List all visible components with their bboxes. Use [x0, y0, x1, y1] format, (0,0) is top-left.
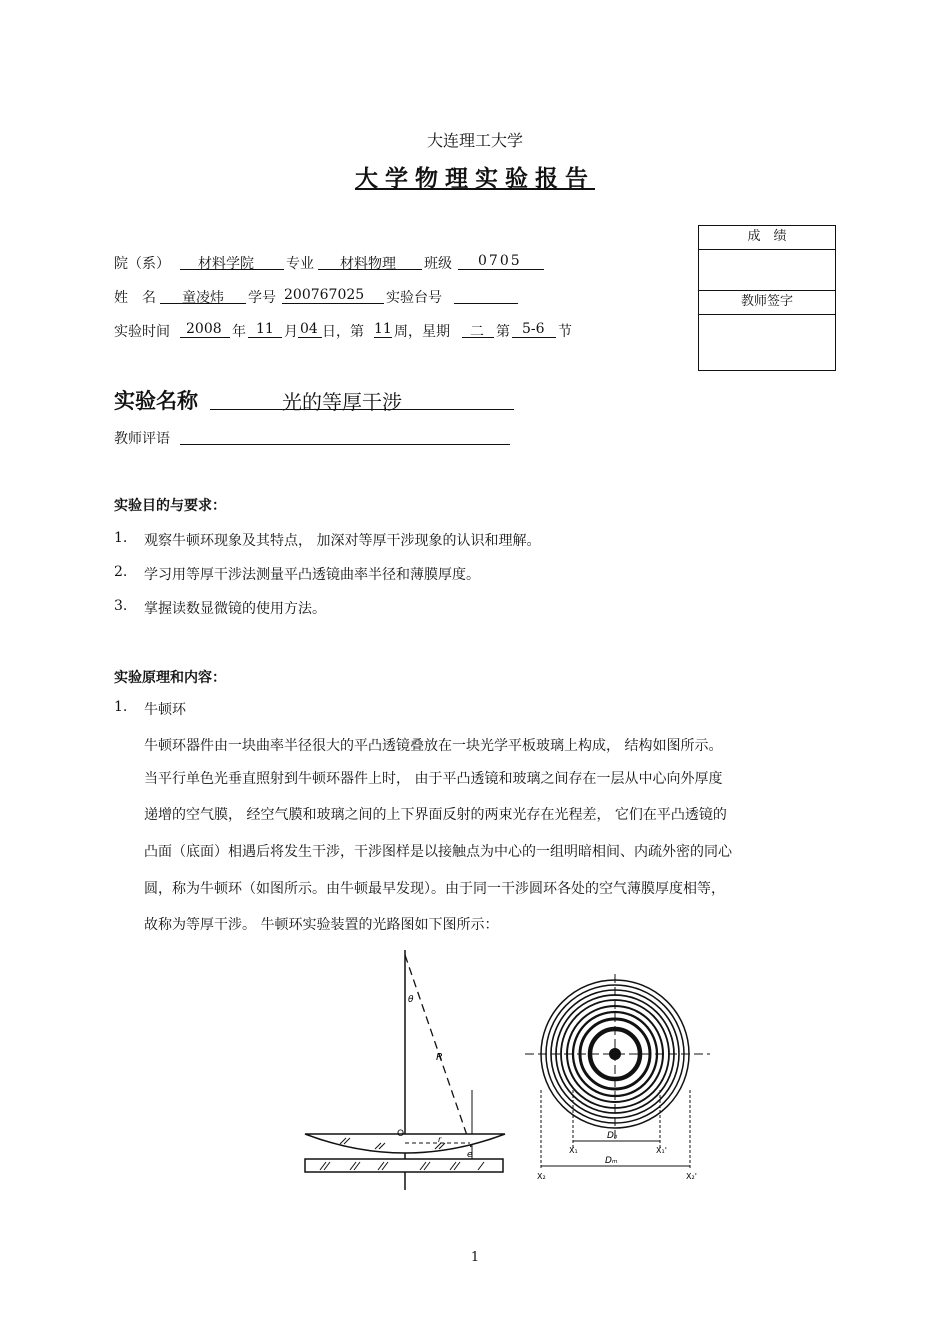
purpose-item-text: 掌握读数显微镜的使用方法。 — [144, 601, 326, 617]
purpose-item-text: 学习用等厚干涉法测量平凸透镜曲率半径和薄膜厚度。 — [144, 567, 480, 583]
grade-box — [698, 225, 836, 371]
X1p-label: X₁' — [656, 1146, 667, 1155]
purpose-item-num: 2. — [114, 564, 128, 580]
dept-value: 材料学院 — [198, 256, 254, 272]
week-value: 11 — [374, 321, 392, 337]
university-name: 大连理工大学 — [426, 131, 523, 150]
bench-label: 实验台号 — [386, 290, 442, 306]
year-value: 2008 — [186, 321, 222, 337]
paragraph-line: 当平行单色光垂直照射到牛顿环器件上时， 由于平凸透镜和玻璃之间存在一层从中心向外厚度 — [144, 771, 723, 787]
purpose-item-text: 观察牛顿环现象及其特点， 加深对等厚干涉现象的认识和理解。 — [144, 533, 541, 549]
day-value: 04 — [300, 321, 318, 337]
dept-label: 院（系） — [114, 256, 170, 272]
period-unit: 节 — [558, 324, 572, 340]
purpose-item-num: 1. — [114, 530, 128, 546]
experiment-name-label: 实验名称 — [114, 389, 198, 413]
newton-ring-apparatus-figure — [300, 950, 510, 1195]
purpose-heading: 实验目的与要求： — [114, 498, 226, 514]
theta-label: θ — [408, 995, 414, 1005]
year-unit: 年 — [232, 324, 246, 340]
principle-heading: 实验原理和内容： — [114, 670, 226, 686]
major-value: 材料物理 — [340, 256, 396, 272]
paragraph-line: 圆，称为牛顿环（如图所示。由牛顿最早发现）。由于同一干涉圆环各处的空气薄膜厚度相等， — [144, 881, 725, 897]
month-value: 11 — [256, 321, 274, 337]
score-field — [699, 250, 835, 291]
teacher-comment-label: 教师评语 — [114, 431, 170, 447]
Dm-label: Dₘ — [605, 1156, 618, 1166]
class-label: 班级 — [424, 256, 452, 272]
X1-label: X₁ — [569, 1146, 578, 1155]
report-title: 大学物理实验报告 — [355, 166, 595, 192]
paragraph-line: 递增的空气膜， 经空气膜和玻璃之间的上下界面反射的两束光存在光程差， 它们在平凸透镜的 — [144, 807, 727, 823]
paragraph-line: 凸面（底面）相遇后将发生干涉，干涉图样是以接触点为中心的一组明暗相间、内疏外密的同心 — [144, 844, 732, 860]
teacher-comment-underline — [180, 426, 510, 445]
experiment-name-value: 光的等厚干涉 — [282, 390, 402, 414]
period-value: 5-6 — [522, 321, 545, 337]
origin-O-label: O — [397, 1129, 405, 1139]
month-unit: 月 — [284, 324, 298, 340]
score-label: 成 绩 — [699, 226, 835, 250]
bench-underline — [454, 285, 518, 304]
period-prefix: 第 — [496, 324, 510, 340]
class-value: 0705 — [478, 253, 522, 269]
week-unit: 周，星期 — [394, 324, 450, 340]
X2-label: X₂ — [537, 1172, 546, 1181]
major-label: 专业 — [286, 256, 314, 272]
principle-sub-num: 1. — [114, 699, 128, 715]
signature-label: 教师签字 — [699, 291, 835, 315]
paragraph-line: 故称为等厚干涉。 牛顿环实验装置的光路图如下图所示： — [144, 917, 499, 933]
principle-sub-title: 牛顿环 — [144, 702, 186, 718]
name-label: 姓 名 — [114, 290, 156, 306]
id-label: 学号 — [248, 290, 276, 306]
weekday-value: 二 — [470, 324, 484, 340]
radius-r-label: r — [438, 1135, 442, 1144]
dept-line — [114, 253, 170, 273]
page-number: 1 — [470, 1250, 480, 1265]
id-value: 200767025 — [284, 287, 365, 303]
newton-rings-pattern-figure — [525, 960, 725, 1190]
paragraph-line: 牛顿环器件由一块曲率半径很大的平凸透镜叠放在一块光学平板玻璃上构成， 结构如图所示。 — [144, 738, 723, 754]
day-unit: 日，第 — [322, 324, 364, 340]
purpose-item-num: 3. — [114, 598, 128, 614]
radius-R-label: R — [436, 1052, 443, 1063]
X2p-label: X₂' — [686, 1172, 697, 1181]
time-label: 实验时间 — [114, 324, 170, 340]
name-value: 童凌炜 — [182, 290, 224, 306]
thickness-e-label: e — [467, 1150, 473, 1160]
Dn-label: Dₙ — [607, 1131, 618, 1141]
